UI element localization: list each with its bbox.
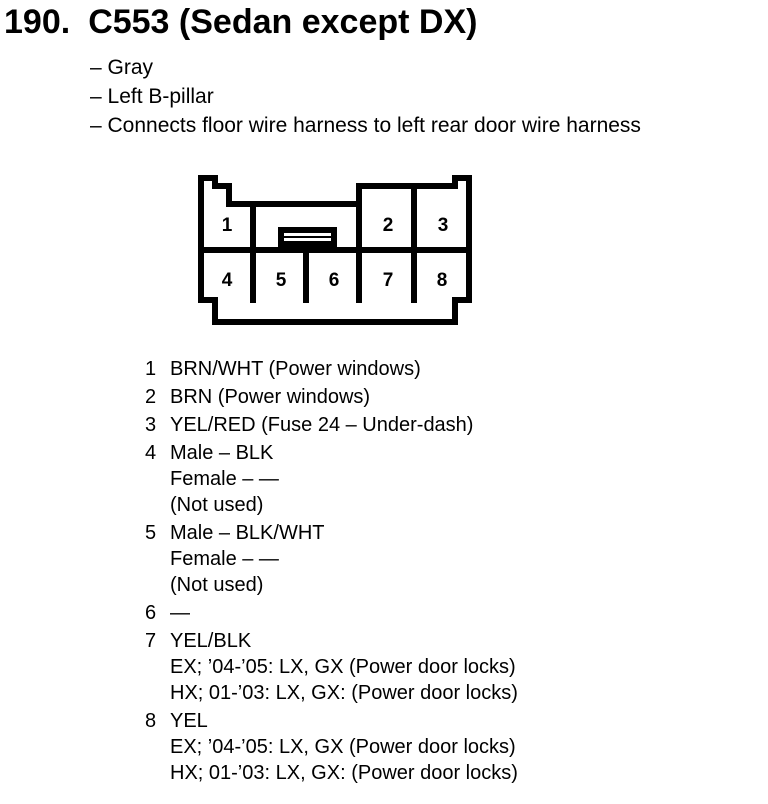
pin-row-5 xyxy=(145,520,518,598)
cell-1: 1 xyxy=(221,215,233,236)
cell-7: 7 xyxy=(382,270,394,291)
pin-description: EX; ’04-’05: LX, GX (Power door locks) xyxy=(170,656,516,678)
pin-number: 4 xyxy=(145,442,157,464)
pin-number: 7 xyxy=(145,630,157,652)
pin-description: BRN (Power windows) xyxy=(170,386,371,408)
attribute-color: – Gray xyxy=(90,56,154,79)
pin-number: 8 xyxy=(145,710,157,732)
cell-2: 2 xyxy=(382,215,394,236)
pin-description: HX; 01-’03: LX, GX: (Power door locks) xyxy=(170,762,518,784)
pin-row-2 xyxy=(145,384,518,410)
pin-description: Female – — xyxy=(170,548,279,570)
pin-number: 5 xyxy=(145,522,157,544)
connector-diagram xyxy=(195,172,485,326)
pin-row-1 xyxy=(145,356,518,382)
pin-description: YEL/RED (Fuse 24 – Under-dash) xyxy=(170,414,474,436)
pin-row-3 xyxy=(145,412,518,438)
pin-row-4 xyxy=(145,440,518,518)
pin-description: YEL/BLK xyxy=(170,630,252,652)
pin-description: Male – BLK xyxy=(170,442,274,464)
pin-description: Female – — xyxy=(170,468,279,490)
pin-row-8 xyxy=(145,708,518,786)
attribute-connection: – Connects floor wire harness to left rear door wire harness xyxy=(90,114,641,137)
pin-number: 6 xyxy=(145,602,157,624)
attribute-location: – Left B-pillar xyxy=(90,85,214,108)
connector-attributes xyxy=(90,53,641,140)
cell-8: 8 xyxy=(436,270,448,291)
pin-list xyxy=(145,356,518,788)
pin-description: (Not used) xyxy=(170,494,264,516)
page-title xyxy=(4,2,477,42)
pin-description: EX; ’04-’05: LX, GX (Power door locks) xyxy=(170,736,516,758)
cell-4: 4 xyxy=(221,270,233,291)
pin-description: YEL xyxy=(170,710,208,732)
cell-3: 3 xyxy=(437,215,449,236)
pin-description: BRN/WHT (Power windows) xyxy=(170,358,421,380)
pin-number: 3 xyxy=(145,414,157,436)
connector-title: C553 (Sedan except DX) xyxy=(88,3,478,41)
cell-5: 5 xyxy=(275,270,287,291)
cell-6: 6 xyxy=(328,270,340,291)
pin-description: Male – BLK/WHT xyxy=(170,522,325,544)
pin-description: HX; 01-’03: LX, GX: (Power door locks) xyxy=(170,682,518,704)
pin-number: 2 xyxy=(145,386,157,408)
title-number: 190. xyxy=(4,3,71,41)
pin-number: 1 xyxy=(145,358,157,380)
pin-description: — xyxy=(170,602,190,624)
pin-row-7 xyxy=(145,628,518,706)
pin-description: (Not used) xyxy=(170,574,264,596)
pin-row-6 xyxy=(145,600,518,626)
